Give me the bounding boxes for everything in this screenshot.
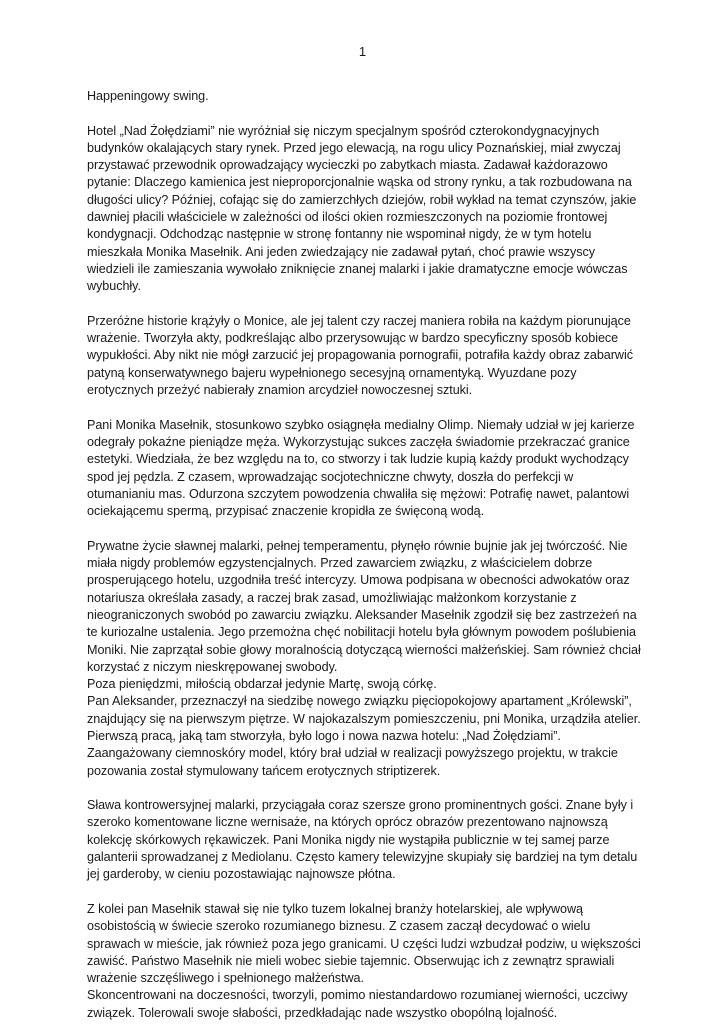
paragraph-line: Poza pieniędzmi, miłością obdarzał jedynie Martę, swoją córkę. — [87, 677, 437, 692]
paragraph-gap — [87, 884, 642, 901]
paragraph: Pan Aleksander, przeznaczył na siedzibę nowego związku pięciopokojowy apartament „Królewski”, znajdujący się na pierwszym piętrze. W najokazalszym pomieszczeniu, pni Monika, urządziła atelier. Pierwszą pracą, jaką tam stworzyła, było logo i nowa nazwa hotelu: „Nad Żołędziami”. Zaangażowany ciemnoskóry model, który brał udział w realizacji powyższego projektu, w trakcie pozowania został stymulowany tańcem erotycznych striptizerek. — [87, 694, 641, 778]
paragraph-gap — [87, 520, 642, 537]
document-title: Happeningowy swing. — [87, 89, 209, 103]
paragraph: Sława kontrowersyjnej malarki, przyciągała coraz szersze grono prominentnych gości. Znane były i szeroko komentowane liczne wernisaże, na których oprócz obrazów prezentowano najnowszą kolekcję skórkowych rękawiczek. Pani Monika nigdy nie wystąpiła publicznie w tej samej parze galanterii sprowadzanej z Mediolanu. Często kamery telewizyjne skupiały się bardziej na tym detalu jej garderoby, w cieniu pozostawiając najnowsze płótna. — [87, 798, 638, 882]
paragraph: Hotel „Nad Żołędziami” nie wyróżniał się niczym specjalnym spośród czterokondygnacyjnych budynków okalających stary rynek. Przed jego elewacją, na rogu ulicy Poznańskiej, miał zwyczaj przystawać przewodnik oprowadzający wycieczki po zabytkach miasta. Zadawał każdorazowo pytanie: Dlaczego kamienica jest nieproporcjonalnie wąska od strony rynku, a tak rozbudowana na długości ulicy? Później, cofając się do zamierzchłych dziejów, robił wykład na temat czynszów, jakie dawniej płacili właściciele w zależności od ilości okien rozmieszczonych na poziomie frontowej kondygnacji. Odchodząc następnie w stronę fontanny nie wspominał nigdy, że w tym hotelu mieszkała Monika Masełnik. Ani jeden zwiedzający nie zadawał pytań, choć prawie wszyscy wiedzieli ile zamieszania wywołało zniknięcie znanej malarki i jakie dramatyczne emocje wówczas wybuchły. — [87, 123, 637, 294]
document-body — [87, 88, 642, 1022]
paragraph: Pani Monika Masełnik, stosunkowo szybko osiągnęła medialny Olimp. Niemały udział w jej karierze odegrały pokaźne pieniądze męża. Wykorzystując sukces zaczęła świadomie przekraczać granice estetyki. Wiedziała, że bez względu na to, co stworzy i tak ludzie kupią każdy produkt wychodzący spod jej pędzla. Z czasem, wprowadzając socjotechniczne chwyty, doszła do perfekcji w otumanianiu mas. Odurzona szczytem powodzenia chwaliła się mężowi: Potrafię nawet, palantowi ociekającemu spermą, przypisać znaczenie kropidła ze święconą wodą. — [87, 417, 635, 519]
paragraph-gap — [87, 399, 642, 416]
page-number: 1 — [358, 44, 367, 59]
paragraph: Z kolei pan Masełnik stawał się nie tylko tuzem lokalnej branży hotelarskiej, ale wpływową osobistością w świecie szeroko rozumianego biznesu. Z czasem zaczął decydować o wielu sprawach w mieście, jak również poza jego granicami. U części ludzi wzbudzał podziw, u większości zawiść. Państwo Masełnik nie mieli wobec siebie tajemnic. Obserwując ich z zewnątrz sprawiali wrażenie szczęśliwego i spełnionego małżeństwa. — [87, 901, 641, 986]
paragraph-gap — [87, 105, 642, 122]
paragraph: Prywatne życie sławnej malarki, pełnej temperamentu, płynęło równie bujnie jak jej twórczość. Nie miała nigdy problemów egzystencjalnych. Przed zawarciem związku, z właścicielem dobrze prosperującego hotelu, uzgodniła treść intercyzy. Umowa podpisana w obecności adwokatów oraz notariusza określała zasady, a raczej brak zasad, umożliwiając małżonkom korzystanie z nieograniczonych swobód po zawarciu związku. Aleksander Masełnik zgodził się bez zastrzeżeń na te kuriozalne ustalenia. Jego przemożna chęć nobilitacji hotelu była głównym powodem poślubienia Moniki. Nie zaprzątał sobie głowy moralnością dotyczącą wierności małżeńskiej. Sam również chciał korzystać z niczym nieskrępowanej swobody. — [87, 538, 641, 674]
paragraph: Skoncentrowani na doczesności, tworzyli, pomimo niestandardowo rozumianej wierności, uczciwy związek. Tolerowali swoje słabości, przedkładając nade wszystko obopólną lojalność. — [87, 988, 628, 1020]
paragraph-gap — [87, 296, 642, 313]
paragraph-gap — [87, 780, 642, 797]
paragraph: Przeróżne historie krążyły o Monice, ale jej talent czy raczej maniera robiła na każdym piorunujące wrażenie. Tworzyła akty, podkreślając albo przerysowując w bardzo specyficzny sposób kobiece wypukłości. Aby nikt nie mógł zarzucić jej propagowania pornografii, potrafiła każdy obraz zabarwić patyną konserwatywnego bajeru wypełnionego secesyjną ornamentyką. Wyuzdane pozy erotycznych przeżyć nabierały znamion arcydzieł nowoczesnej sztuki. — [87, 313, 633, 398]
